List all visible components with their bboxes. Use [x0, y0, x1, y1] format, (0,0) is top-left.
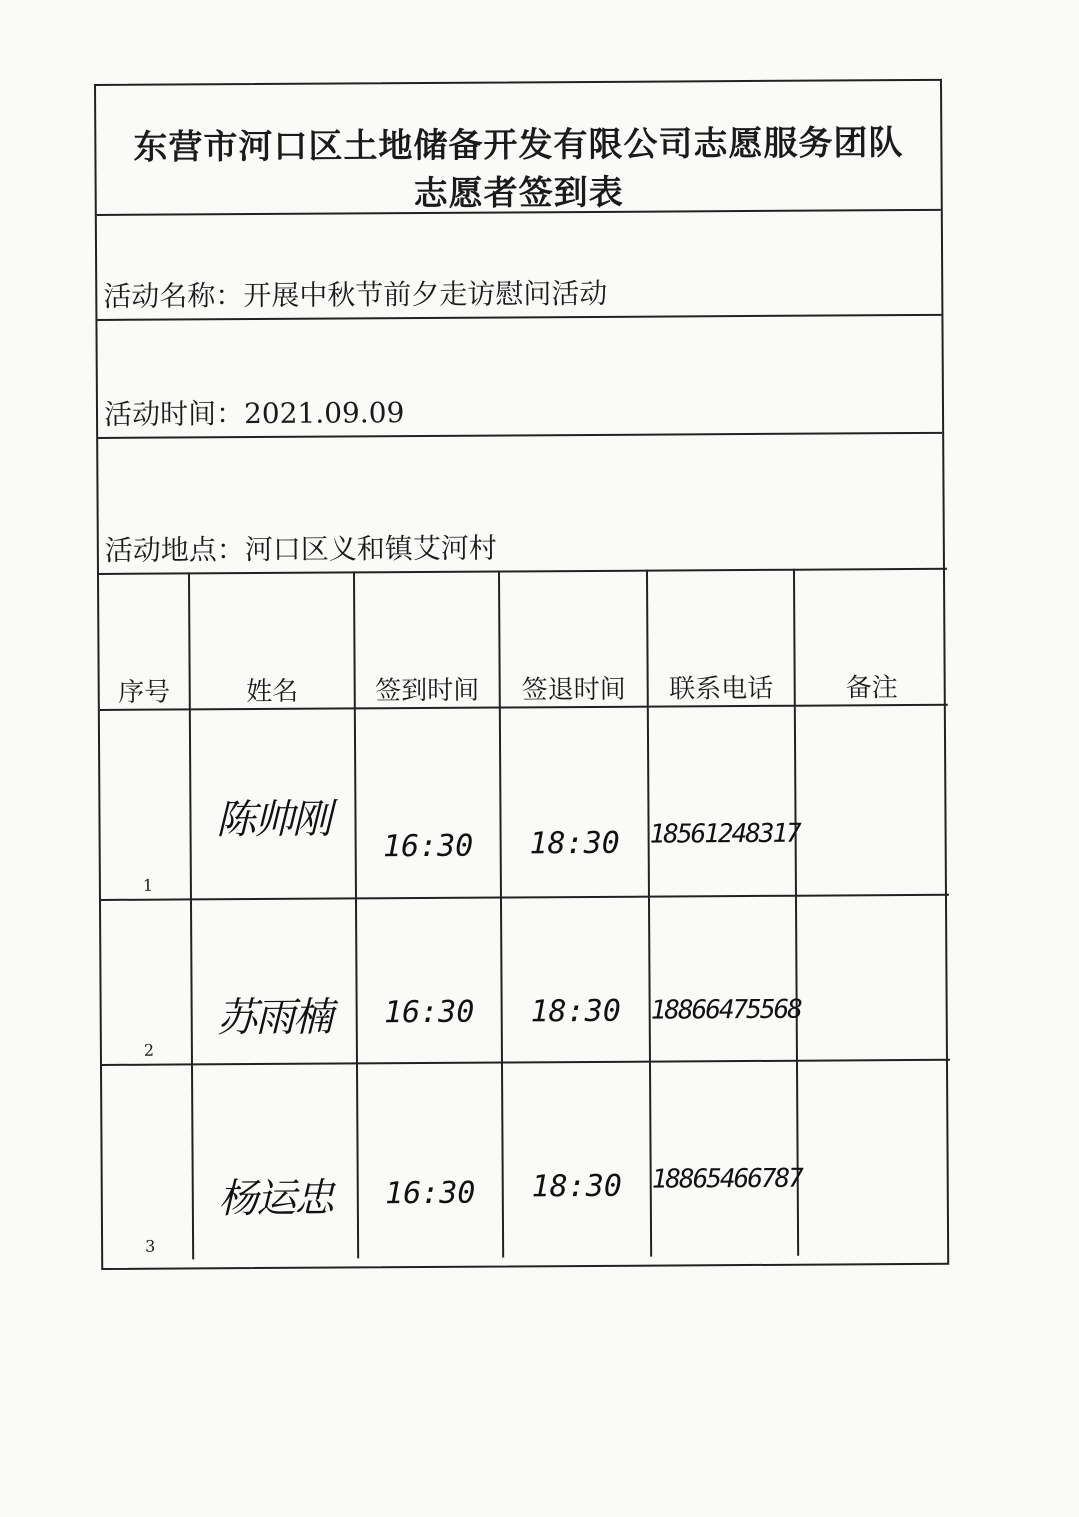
activity-name: 活动名称：开展中秋节前夕走访慰问活动 [103, 276, 608, 313]
row-sign-in: 16:30 [383, 994, 475, 1031]
row-name: 陈帅刚 [215, 796, 331, 844]
title-row [96, 81, 941, 216]
activity-name-row [97, 211, 942, 321]
row-sign-out: 18:30 [529, 825, 620, 862]
activity-place-row [98, 434, 943, 573]
row-seq: 1 [142, 875, 154, 895]
row-phone: 18561248317 [649, 818, 800, 850]
col-name: 姓名 [189, 572, 355, 709]
sheet-title: 东营市河口区土地储备开发有限公司志愿服务团队 [133, 123, 904, 168]
row-seq: 2 [143, 1040, 155, 1060]
sign-in-sheet [94, 79, 949, 1270]
table-header-row [99, 569, 948, 710]
row-seq: 3 [145, 1236, 156, 1256]
row-phone: 18865466787 [651, 1163, 802, 1195]
table-row [101, 895, 950, 1065]
activity-time: 活动时间：2021.09.09 [103, 396, 405, 431]
sheet-subtitle: 志愿者签到表 [413, 172, 624, 215]
row-name: 苏雨楠 [217, 994, 332, 1042]
row-sign-out: 18:30 [531, 1168, 623, 1205]
col-sign-out: 签退时间 [499, 571, 648, 708]
row-sign-out: 18:30 [530, 993, 621, 1030]
row-sign-in: 16:30 [385, 1175, 476, 1212]
col-note: 备注 [794, 569, 948, 706]
row-name: 杨运忠 [218, 1175, 333, 1223]
row-phone: 18866475568 [650, 994, 801, 1026]
volunteer-table [99, 568, 951, 1260]
table-row [102, 1060, 951, 1260]
table-row [100, 705, 949, 900]
col-seq: 序号 [99, 573, 190, 710]
col-sign-in: 签到时间 [354, 572, 500, 709]
row-sign-in: 16:30 [382, 828, 474, 865]
activity-place: 活动地点：河口区义和镇艾河村 [104, 531, 497, 567]
col-phone: 联系电话 [647, 570, 795, 707]
activity-time-row [97, 316, 942, 439]
